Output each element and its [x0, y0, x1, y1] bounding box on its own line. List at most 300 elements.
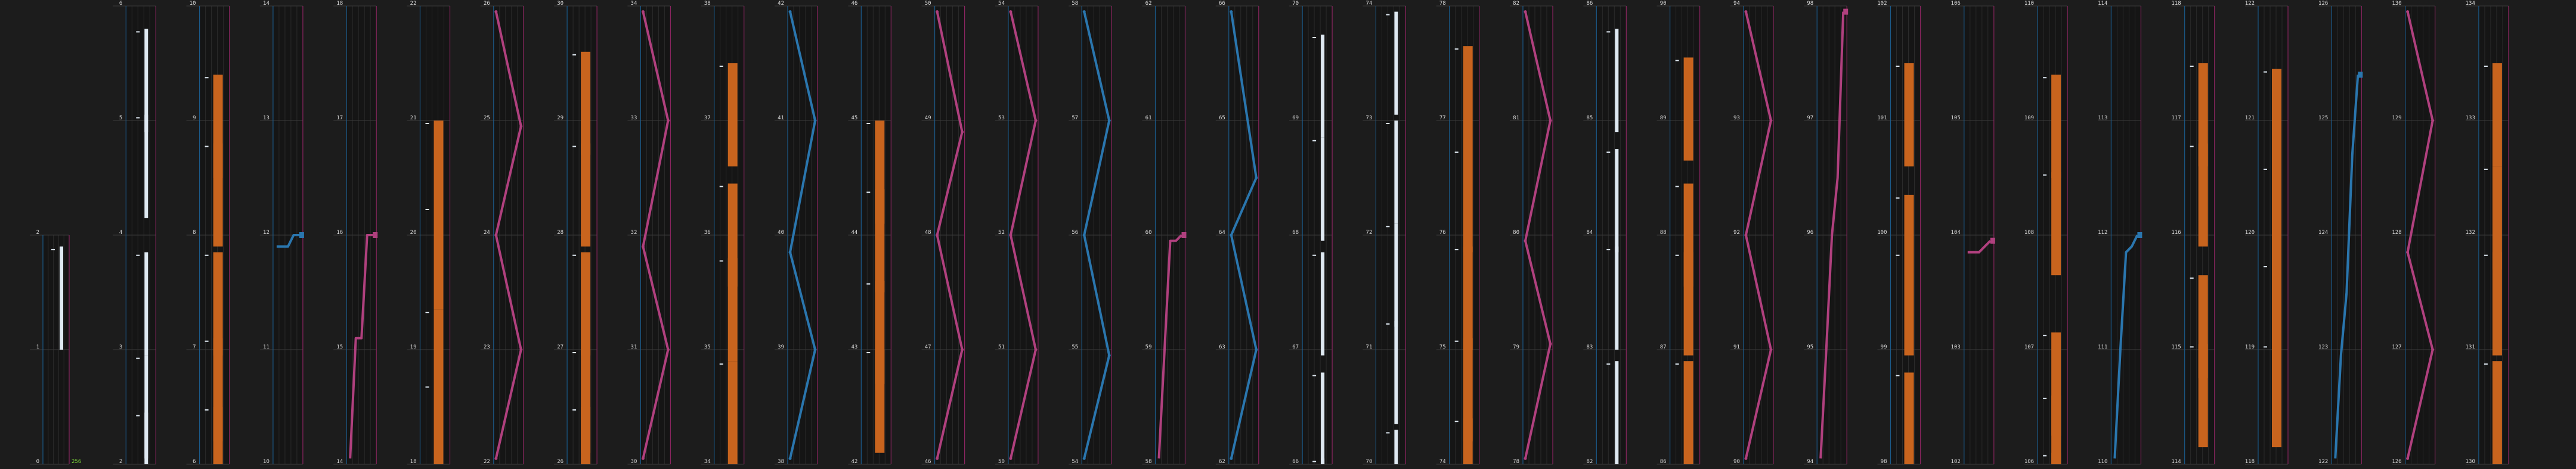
bar-mark — [728, 184, 738, 287]
tick-label: 25 — [483, 115, 490, 121]
tick-label: 102 — [1950, 459, 1961, 465]
tick-label: 77 — [1439, 115, 1446, 121]
series-point — [789, 10, 792, 13]
panel-22 — [1583, 1, 1626, 465]
panel-11 — [775, 1, 818, 465]
series-point — [1009, 457, 1012, 460]
tick-label: 55 — [1072, 344, 1079, 350]
bar-mark — [1463, 149, 1473, 252]
tick-label: 54 — [1072, 459, 1079, 465]
bar-tick-mark — [205, 409, 209, 411]
tick-label: 58 — [1145, 459, 1152, 465]
tick-label: 133 — [2465, 115, 2475, 121]
tick-label: 38 — [704, 1, 711, 7]
series-point — [1524, 239, 1527, 242]
tick-label: 98 — [1807, 1, 1814, 7]
tick-label: 121 — [2244, 115, 2255, 121]
bar-tick-mark — [2264, 346, 2267, 347]
bar-mark — [1394, 12, 1398, 115]
series-point — [1034, 119, 1037, 122]
tick-label: 17 — [336, 115, 343, 121]
bar-tick-mark — [1455, 341, 1459, 342]
bar-mark — [1615, 29, 1618, 132]
tick-label: 44 — [851, 230, 858, 236]
tick-label: 68 — [1292, 230, 1299, 236]
tick-label: 70 — [1366, 459, 1373, 465]
tick-label: 84 — [1586, 230, 1593, 236]
tick-label: 103 — [1950, 344, 1961, 350]
bar-mark — [2051, 75, 2061, 178]
tick-label: 10 — [189, 1, 196, 7]
panel-25 — [1804, 1, 1848, 465]
panel-21 — [1510, 1, 1553, 465]
tick-label: 0 — [36, 459, 39, 465]
bar-tick-mark — [1896, 66, 1900, 67]
series-end-marker — [1990, 238, 1995, 244]
tick-label: 24 — [483, 230, 490, 236]
panel-18 — [1289, 1, 1332, 465]
tick-label: 76 — [1439, 230, 1446, 236]
tick-label: 11 — [263, 344, 270, 350]
panel-34 — [2466, 1, 2509, 465]
tick-label: 32 — [630, 230, 637, 236]
tick-label: 26 — [557, 459, 564, 465]
panel-8 — [554, 1, 597, 465]
bar-mark — [1394, 121, 1398, 224]
tick-label: 125 — [2318, 115, 2329, 121]
tick-label: 63 — [1218, 344, 1225, 350]
tick-label: 4 — [119, 230, 123, 236]
bar-tick-mark — [866, 283, 870, 285]
tick-label: 30 — [557, 1, 564, 7]
bar-mark — [1321, 252, 1324, 356]
bar-tick-mark — [1455, 48, 1459, 50]
tick-label: 7 — [193, 344, 196, 350]
tick-label: 29 — [557, 115, 564, 121]
bar-tick-mark — [2043, 398, 2046, 399]
bar-tick-mark — [720, 66, 723, 67]
tick-label: 20 — [410, 230, 417, 236]
tick-label: 36 — [704, 230, 711, 236]
bar-tick-mark — [426, 312, 429, 313]
tick-label: 57 — [1072, 115, 1079, 121]
series-point — [1769, 119, 1772, 122]
bar-tick-mark — [1312, 375, 1316, 376]
series-point — [1744, 457, 1747, 460]
series-point — [642, 245, 645, 248]
tick-label: 54 — [998, 1, 1005, 7]
bar-mark — [875, 281, 884, 384]
tick-label: 21 — [410, 115, 417, 121]
bar-tick-mark — [1386, 14, 1389, 16]
tick-label: 94 — [1807, 459, 1814, 465]
series-point — [1524, 10, 1527, 13]
bar-tick-mark — [1455, 421, 1459, 422]
tick-label: 111 — [2098, 344, 2108, 350]
tick-label: 104 — [1950, 230, 1961, 236]
tick-label: 15 — [336, 344, 343, 350]
bar-tick-mark — [2264, 169, 2267, 170]
panel-29 — [2098, 1, 2142, 465]
panel-32 — [2318, 1, 2363, 465]
bar-tick-mark — [1606, 152, 1610, 153]
series-end-marker — [299, 232, 304, 238]
tick-label: 100 — [1877, 230, 1887, 236]
bar-tick-mark — [2190, 146, 2194, 147]
bar-tick-mark — [2190, 277, 2194, 279]
panel-20 — [1436, 1, 1479, 465]
panel-5 — [333, 1, 377, 465]
tick-label: 41 — [778, 115, 784, 121]
tick-label: 6 — [193, 459, 196, 465]
panel-27 — [1951, 1, 1995, 465]
bar-mark — [581, 143, 590, 246]
panel-3 — [187, 1, 230, 465]
bar-mark — [1394, 430, 1398, 464]
tick-label: 122 — [2318, 459, 2329, 465]
bar-mark — [2199, 63, 2208, 166]
bar-tick-mark — [2043, 77, 2046, 78]
tick-label: 6 — [119, 1, 123, 7]
tick-label: 2 — [119, 459, 123, 465]
tick-label: 74 — [1366, 1, 1373, 7]
bar-mark — [2051, 332, 2061, 436]
bar-tick-mark — [1676, 186, 1679, 187]
bar-tick-mark — [1896, 198, 1900, 199]
bar-mark — [1684, 361, 1693, 464]
tick-label: 37 — [704, 115, 711, 121]
tick-label: 42 — [778, 1, 784, 7]
tick-label: 66 — [1218, 1, 1225, 7]
tick-label: 35 — [704, 344, 711, 350]
tick-label: 27 — [557, 344, 564, 350]
bar-tick-mark — [866, 123, 870, 124]
tick-label: 71 — [1366, 344, 1373, 350]
bar-tick-mark — [136, 31, 140, 32]
tick-label: 85 — [1586, 115, 1593, 121]
series-end-marker — [2358, 72, 2363, 78]
bar-tick-mark — [136, 117, 140, 118]
tick-label: 83 — [1586, 344, 1593, 350]
series-point — [642, 10, 645, 13]
bar-tick-mark — [1606, 363, 1610, 365]
series-point — [1083, 234, 1086, 237]
series-point — [936, 10, 939, 13]
bar-mark — [875, 121, 884, 224]
panel-28 — [2024, 1, 2067, 465]
tick-label: 117 — [2171, 115, 2181, 121]
bar-mark — [1321, 138, 1324, 241]
tick-label: 110 — [2024, 1, 2035, 7]
tick-label: 107 — [2024, 344, 2035, 350]
tick-label: 23 — [483, 344, 490, 350]
tick-label: 49 — [924, 115, 931, 121]
series-point — [1549, 343, 1552, 345]
accent-label: 256 — [72, 459, 82, 465]
series-point — [494, 457, 497, 460]
tick-label: 106 — [1950, 1, 1961, 7]
bar-tick-mark — [1896, 255, 1900, 256]
bar-tick-mark — [1312, 255, 1316, 256]
bar-tick-mark — [1312, 140, 1316, 141]
series-point — [1549, 119, 1552, 122]
tick-label: 42 — [851, 459, 858, 465]
bar-mark — [144, 252, 148, 356]
tick-label: 64 — [1218, 230, 1225, 236]
tick-label: 33 — [630, 115, 637, 121]
series-point — [1083, 457, 1086, 460]
series-point — [1230, 457, 1233, 460]
tick-label: 97 — [1807, 115, 1814, 121]
bar-mark — [1394, 224, 1398, 327]
bar-mark — [1463, 46, 1473, 149]
bar-tick-mark — [426, 209, 429, 210]
series-point — [1108, 354, 1111, 357]
series-point — [1230, 234, 1233, 237]
bar-mark — [2199, 275, 2208, 378]
bar-tick-mark — [136, 358, 140, 359]
tick-label: 31 — [630, 344, 637, 350]
tick-label: 96 — [1807, 230, 1814, 236]
bar-mark — [2493, 361, 2502, 464]
tick-label: 110 — [2098, 459, 2108, 465]
tick-label: 80 — [1513, 230, 1519, 236]
bar-tick-mark — [2190, 66, 2194, 67]
tick-label: 118 — [2171, 1, 2181, 7]
bar-mark — [1615, 246, 1618, 350]
tick-label: 82 — [1586, 459, 1593, 465]
bar-mark — [2493, 63, 2502, 166]
bar-tick-mark — [866, 352, 870, 353]
bar-mark — [1615, 149, 1618, 252]
panel-9 — [627, 1, 670, 465]
tick-label: 10 — [263, 459, 270, 465]
tick-label: 73 — [1366, 115, 1373, 121]
tick-label: 58 — [1072, 1, 1079, 7]
tick-label: 119 — [2244, 344, 2255, 350]
tick-label: 92 — [1733, 230, 1740, 236]
bar-mark — [2272, 166, 2281, 270]
bar-tick-mark — [1386, 123, 1389, 124]
tick-label: 129 — [2392, 115, 2402, 121]
series-point — [642, 457, 645, 460]
tick-label: 114 — [2098, 1, 2108, 7]
bar-mark — [213, 75, 223, 178]
series-end-marker — [2137, 232, 2142, 238]
panel-31 — [2245, 1, 2288, 465]
tick-label: 28 — [557, 230, 564, 236]
bar-mark — [1463, 338, 1473, 442]
bar-tick-mark — [2484, 66, 2488, 67]
bar-mark — [1905, 63, 1914, 166]
tick-label: 87 — [1659, 344, 1667, 350]
series-point — [1083, 10, 1086, 13]
tick-label: 5 — [119, 115, 123, 121]
bar-mark — [728, 63, 738, 166]
tick-label: 109 — [2024, 115, 2035, 121]
tick-label: 39 — [778, 344, 784, 350]
tick-label: 130 — [2392, 1, 2402, 7]
tick-label: 14 — [336, 459, 343, 465]
bar-tick-mark — [1386, 432, 1389, 433]
bar-tick-mark — [720, 260, 723, 261]
bar-tick-mark — [2484, 363, 2488, 365]
bar-tick-mark — [572, 54, 576, 55]
tick-label: 130 — [2465, 459, 2475, 465]
series-point — [1255, 348, 1258, 351]
tick-label: 61 — [1145, 115, 1152, 121]
tick-label: 50 — [924, 1, 931, 7]
bar-tick-mark — [572, 146, 576, 147]
series-point — [494, 10, 497, 13]
bar-tick-mark — [720, 186, 723, 187]
tick-label: 65 — [1218, 115, 1225, 121]
series-end-marker — [373, 232, 377, 238]
tick-label: 89 — [1659, 115, 1667, 121]
tick-label: 114 — [2171, 459, 2181, 465]
series-point — [2431, 348, 2434, 351]
tick-label: 47 — [924, 344, 931, 350]
tick-label: 8 — [193, 230, 196, 236]
tick-label: 70 — [1292, 1, 1299, 7]
tick-label: 91 — [1733, 344, 1740, 350]
tick-label: 113 — [2098, 115, 2108, 121]
tick-label: 22 — [410, 1, 417, 7]
bar-tick-mark — [2043, 174, 2046, 175]
series-point — [961, 348, 964, 351]
tick-label: 72 — [1366, 230, 1373, 236]
bar-tick-mark — [136, 415, 140, 416]
panel-10 — [701, 1, 744, 465]
tick-label: 52 — [998, 230, 1005, 236]
tick-label: 132 — [2465, 230, 2475, 236]
tick-label: 90 — [1659, 1, 1667, 7]
tick-label: 127 — [2392, 344, 2402, 350]
bar-mark — [1321, 372, 1324, 464]
series-end-marker — [1182, 232, 1187, 238]
tick-label: 86 — [1586, 1, 1593, 7]
tick-label: 34 — [630, 1, 637, 7]
bar-tick-mark — [2484, 255, 2488, 256]
tick-label: 81 — [1513, 115, 1519, 121]
series-point — [789, 251, 792, 254]
series-point — [1744, 234, 1747, 237]
series-point — [519, 125, 522, 128]
tick-label: 38 — [778, 459, 784, 465]
tick-label: 19 — [410, 344, 417, 350]
bar-tick-mark — [1312, 37, 1316, 38]
tick-label: 115 — [2171, 344, 2181, 350]
series-point — [789, 457, 792, 460]
tick-label: 126 — [2392, 459, 2402, 465]
tick-label: 106 — [2024, 459, 2035, 465]
panel-17 — [1216, 1, 1259, 465]
bar-tick-mark — [572, 352, 576, 353]
bar-tick-mark — [1606, 249, 1610, 250]
series-point — [667, 348, 670, 351]
tick-label: 105 — [1950, 115, 1961, 121]
series-point — [961, 131, 964, 134]
bar-tick-mark — [1676, 255, 1679, 256]
panel-33 — [2392, 1, 2435, 465]
tick-label: 101 — [1877, 115, 1887, 121]
series-point — [2406, 251, 2409, 254]
series-point — [519, 348, 522, 351]
tick-label: 22 — [483, 459, 490, 465]
bar-mark — [1905, 195, 1914, 298]
tick-label: 78 — [1439, 1, 1446, 7]
tick-label: 69 — [1292, 115, 1299, 121]
tick-label: 90 — [1733, 459, 1740, 465]
tick-label: 93 — [1733, 115, 1740, 121]
series-point — [936, 457, 939, 460]
tick-label: 79 — [1513, 344, 1519, 350]
tick-label: 60 — [1145, 230, 1152, 236]
bar-mark — [144, 356, 148, 459]
bar-tick-mark — [2264, 72, 2267, 73]
tick-label: 34 — [704, 459, 711, 465]
bar-tick-mark — [2043, 335, 2046, 336]
tick-label: 9 — [193, 115, 196, 121]
bar-mark — [1615, 361, 1618, 464]
panel-14 — [995, 1, 1038, 465]
bar-tick-mark — [51, 249, 55, 250]
bar-tick-mark — [1386, 226, 1389, 227]
tick-label: 102 — [1877, 1, 1887, 7]
tick-label: 62 — [1145, 1, 1152, 7]
bar-tick-mark — [205, 77, 209, 78]
bar-tick-mark — [1455, 152, 1459, 153]
tick-label: 95 — [1807, 344, 1814, 350]
panel-23 — [1657, 1, 1700, 465]
tick-label: 75 — [1439, 344, 1446, 350]
series-point — [814, 348, 817, 351]
tick-label: 98 — [1880, 459, 1887, 465]
series-point — [667, 119, 670, 122]
panel-30 — [2171, 1, 2214, 465]
tick-label: 3 — [119, 344, 123, 350]
tick-label: 67 — [1292, 344, 1299, 350]
bar-tick-mark — [866, 192, 870, 193]
bar-tick-mark — [2190, 346, 2194, 347]
series-point — [2406, 457, 2409, 460]
bar-tick-mark — [1312, 461, 1316, 462]
bar-tick-mark — [720, 363, 723, 365]
tick-label: 62 — [1218, 459, 1225, 465]
tick-label: 116 — [2171, 230, 2181, 236]
bar-tick-mark — [205, 255, 209, 256]
bar-mark — [581, 52, 590, 155]
tick-label: 16 — [336, 230, 343, 236]
bar-mark — [1321, 35, 1324, 138]
bar-tick-mark — [205, 146, 209, 147]
bar-tick-mark — [1676, 363, 1679, 365]
panel-26 — [1877, 1, 1920, 465]
bar-tick-mark — [572, 255, 576, 256]
tick-label: 13 — [263, 115, 270, 121]
tick-label: 26 — [483, 1, 490, 7]
tick-label: 99 — [1880, 344, 1887, 350]
tick-label: 82 — [1513, 1, 1519, 7]
tick-label: 134 — [2465, 1, 2475, 7]
tick-label: 53 — [998, 115, 1005, 121]
bar-tick-mark — [572, 409, 576, 411]
series-point — [1230, 10, 1233, 13]
tick-label: 43 — [851, 344, 858, 350]
tick-label: 131 — [2465, 344, 2475, 350]
panel-1 — [30, 230, 69, 465]
bar-tick-mark — [426, 387, 429, 388]
